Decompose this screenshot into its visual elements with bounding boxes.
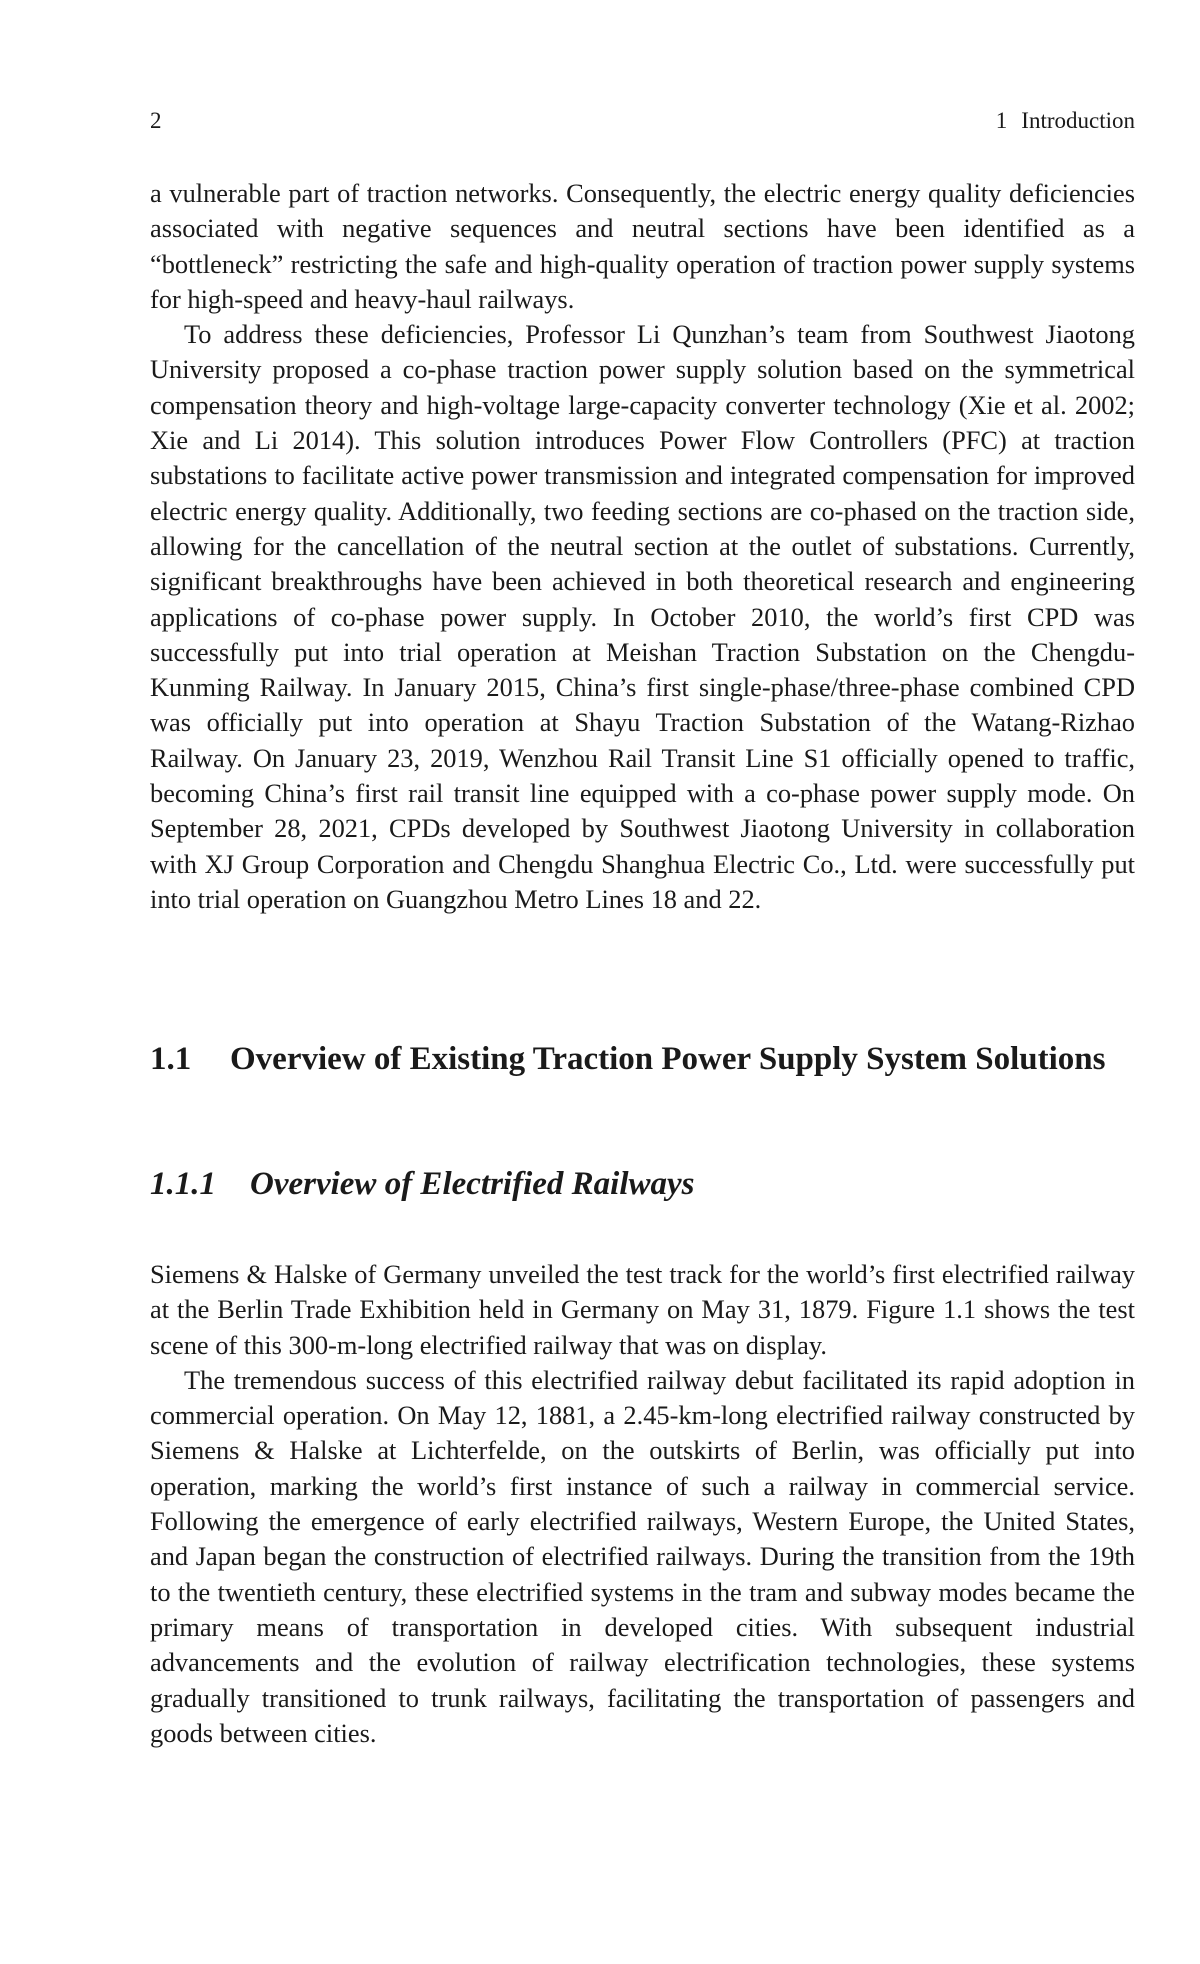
chapter-number: 1 (995, 108, 1008, 133)
subsection-heading (150, 1163, 1135, 1205)
running-head (150, 108, 1135, 138)
paragraph: The tremendous success of this electrified railway debut facilitated its rapid adoption in commercial operation. On May 12, 1881, a 2.45-km-long electrified railway constructed by Siemens & Halske at Lichterfelde, on the outskirts of Berlin, was officially put into operation, marking the world’s first instance of such a railway in commercial service. Following the emergence of early electrified railways, Western Europe, the United States, and Japan began the construction of electrified railways. During the transition from the 19th to the twentieth century, these electrified systems in the tram and subway modes became the primary means of transportation in developed cities. With subsequent industrial advancements and the evolution of railway electrification technologies, these systems gradually transitioned to trunk railways, facilitating the transportation of passengers and goods between cities. (150, 1364, 1135, 1748)
text-block-section (150, 1257, 1135, 1751)
paragraph: a vulnerable part of traction networks. Consequently, the electric energy quality deficiencies associated with negative sequences and neutral sections have been identified as a “bottleneck” restricting the safe and high-quality operation of traction power supply systems for high-speed and heavy-haul railways. (150, 178, 1135, 314)
page-number: 2 (150, 108, 162, 133)
subsection-number: 1.1.1 (150, 1166, 216, 1202)
section-number: 1.1 (150, 1041, 192, 1077)
paragraph: To address these deficiencies, Professor Li Qunzhan’s team from Southwest Jiaotong University proposed a co-phase traction power supply solution based on the symmetrical compensation theory and high-voltage large-capacity converter technology (Xie et al. 2002; Xie and Li 2014). This solution introduces Power Flow Controllers (PFC) at traction substations to facilitate active power transmission and integrated compensation for improved electric energy quality. Additionally, two feeding sections are co-phased on the traction side, allowing for the cancellation of the neutral section at the outlet of substations. Currently, significant breakthroughs have been achieved in both theoretical research and engineering applications of co-phase power supply. In October 2010, the world’s first CPD was successfully put into trial operation at Meishan Traction Substation on the Chengdu-Kunming Railway. In January 2015, China’s first single-phase/three-phase combined CPD was officially put into operation at Shayu Traction Substation of the Watang-Rizhao Railway. On January 23, 2019, Wenzhou Rail Transit Line S1 officially opened to traffic, becoming China’s first rail transit line equipped with a co-phase power supply mode. On September 28, 2021, CPDs developed by Southwest Jiaotong University in collaboration with XJ Group Corporation and Chengdu Shanghua Electric Co., Ltd. were successfully put into trial operation on Guangzhou Metro Lines 18 and 22. (150, 319, 1135, 914)
subsection-title: Overview of Electrified Railways (250, 1166, 695, 1202)
section-heading (150, 1038, 1135, 1080)
chapter-running-title (996, 108, 1135, 134)
section-title: Overview of Existing Traction Power Supply System Solutions (230, 1041, 1106, 1077)
text-block-continued (150, 176, 1135, 917)
chapter-title: Introduction (1021, 108, 1135, 133)
paragraph: Siemens & Halske of Germany unveiled the test track for the world’s first electrified railway at the Berlin Trade Exhibition held in Germany on May 31, 1879. Figure 1.1 shows the test scene of this 300-m-long electrified railway that was on display. (150, 1259, 1135, 1360)
